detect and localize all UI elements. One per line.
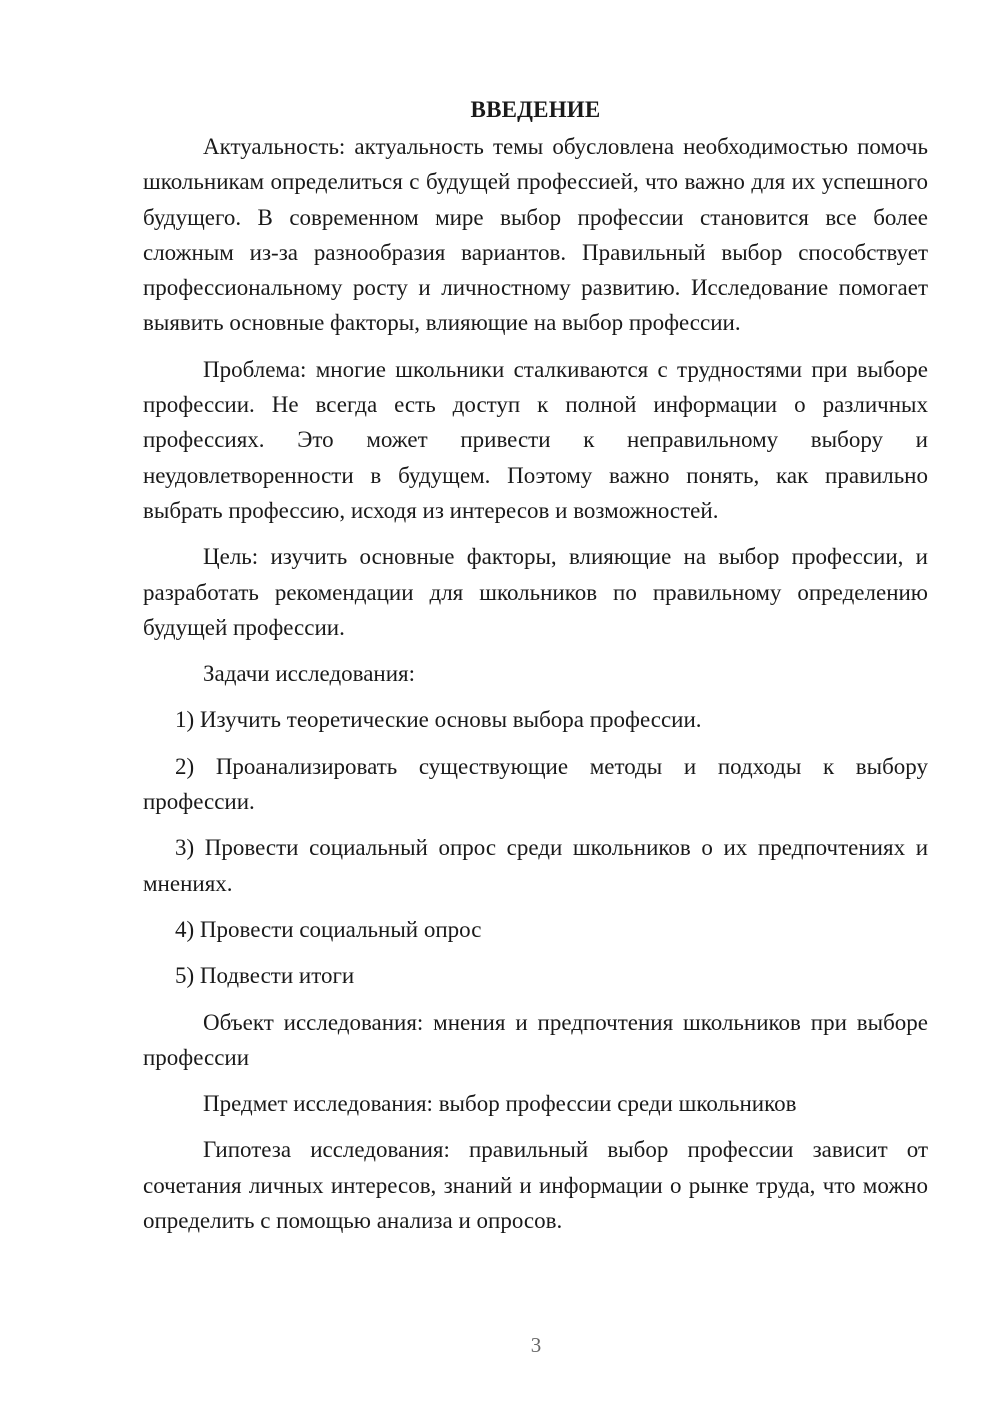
problem-paragraph: Проблема: многие школьники сталкиваются с трудностями при выборе профессии. Не всегда есть доступ к полной информации о различных профессиях. Это может привести к неправильному выбору и неудовлетворенности в будущем. Поэтому важно понять, как правильно выбрать профессию, исходя из интересов и возможностей. [143,356,928,523]
page-number: 3 [530,1333,542,1357]
task-item: 4) Провести социальный опрос [175,916,482,942]
document-page [143,92,928,1249]
object-paragraph: Объект исследования: мнения и предпочтения школьников при выборе профессии [143,1009,928,1070]
task-item: 5) Подвести итоги [175,963,355,989]
relevance-paragraph: Актуальность: актуальность темы обусловлена необходимостью помочь школьникам определиться с будущей профессией, что важно для их успешного будущего. В современном мире выбор профессии становится все более сложным из-за разнообразия вариантов. Правильный выбор способствует профессиональному росту и личностному развитию. Исследование помогает выявить основные факторы, влияющие на выбор профессии. [143,134,928,336]
goal-paragraph: Цель: изучить основные факторы, влияющие на выбор профессии, и разработать рекомендации для школьников по правильному определению будущей профессии. [143,544,928,640]
task-item: 2) Проанализировать существующие методы и подходы к выбору профессии. [143,753,928,815]
page-title: ВВЕДЕНИЕ [470,97,601,122]
tasks-heading: Задачи исследования: [203,661,416,687]
task-item: 1) Изучить теоретические основы выбора профессии. [175,707,702,733]
hypothesis-paragraph: Гипотеза исследования: правильный выбор профессии зависит от сочетания личных интересов, знаний и информации о рынке труда, что можно определить с помощью анализа и опросов. [143,1137,928,1234]
task-item: 3) Провести социальный опрос среди школьников о их предпочтениях и мнениях. [143,835,928,896]
subject-paragraph: Предмет исследования: выбор профессии среди школьников [203,1091,797,1117]
